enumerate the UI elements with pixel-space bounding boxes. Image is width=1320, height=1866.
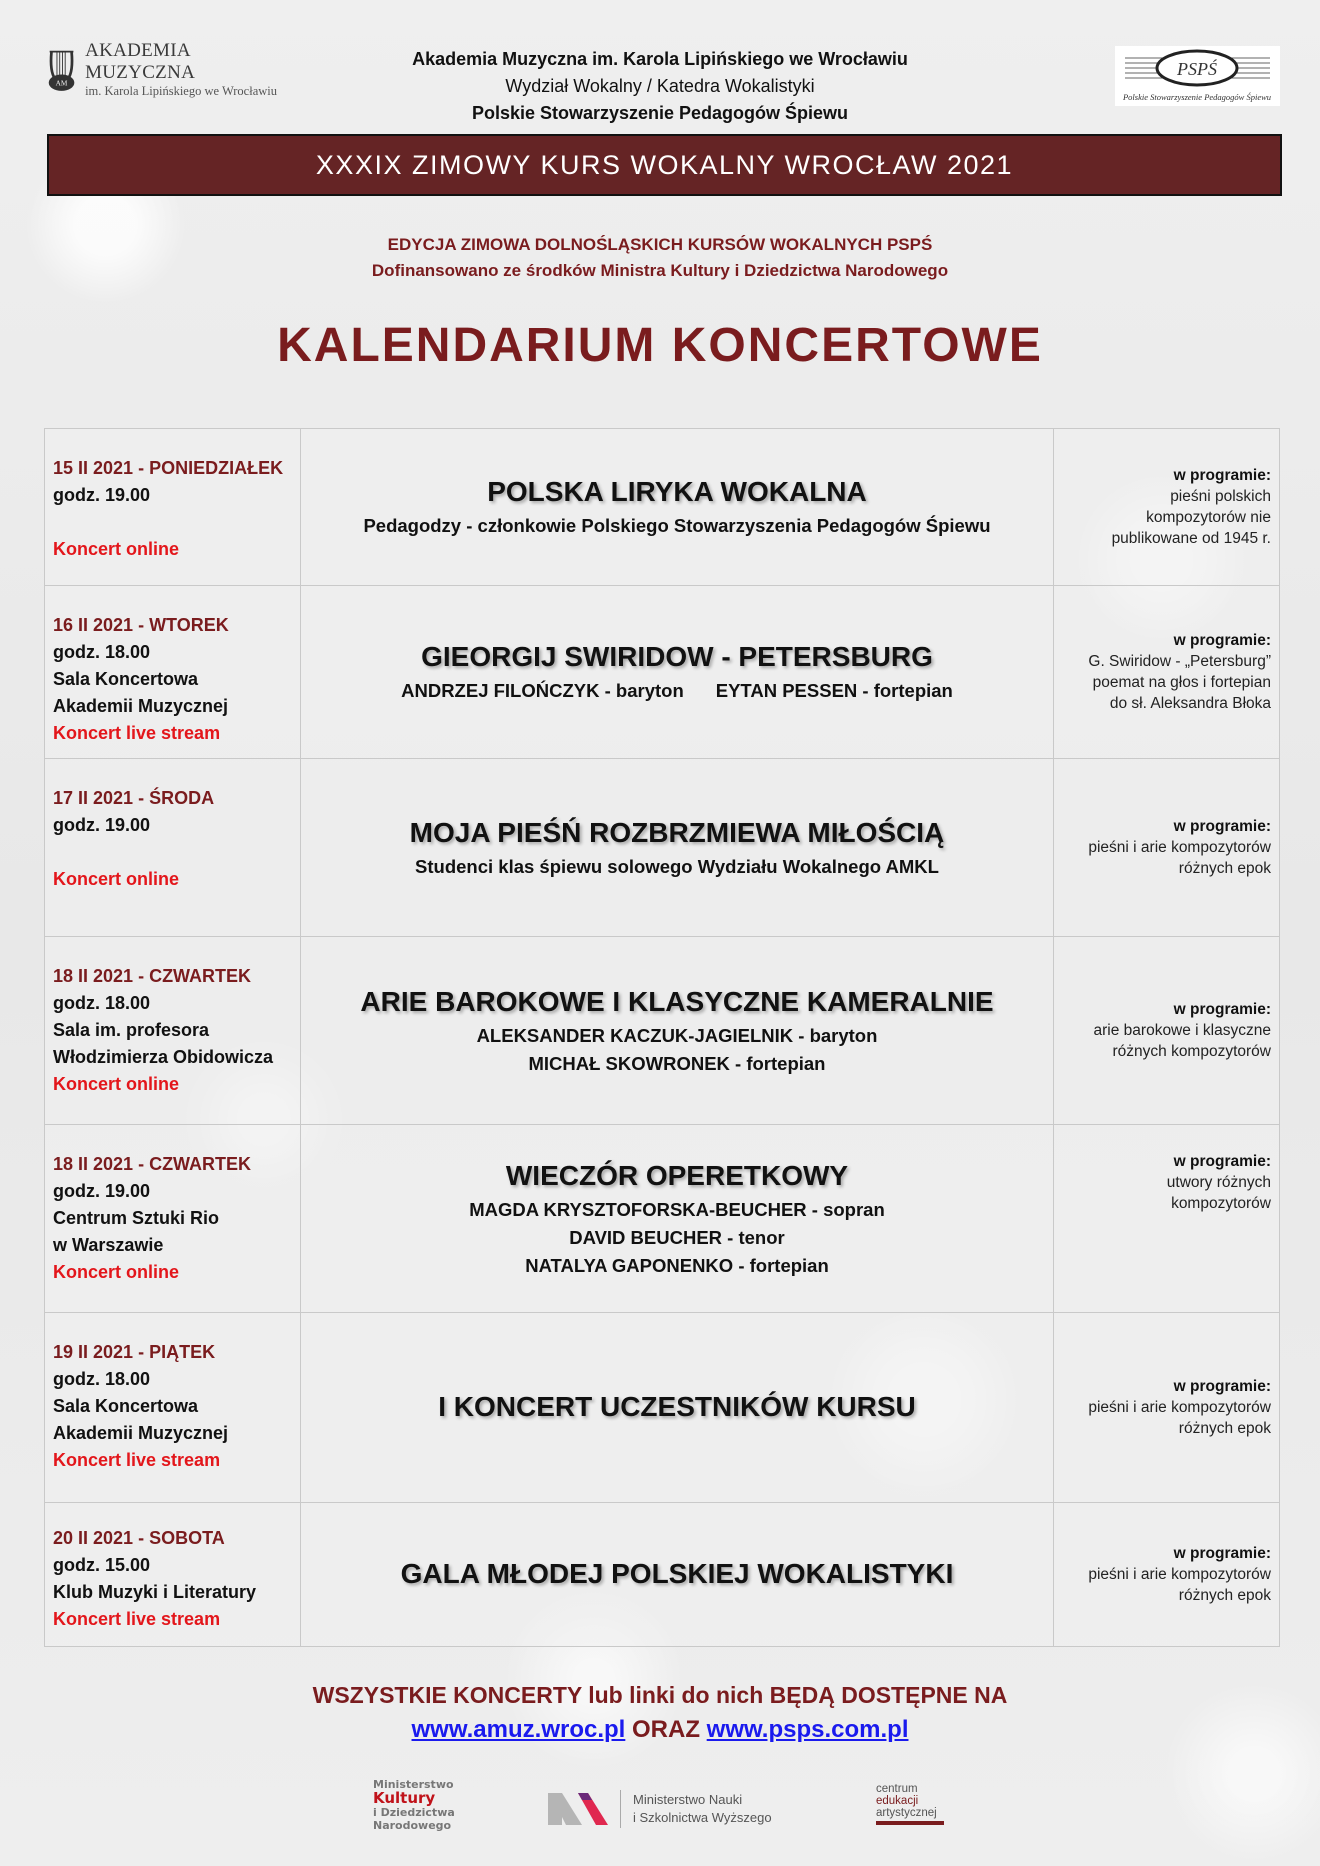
mnisw-line: Ministerstwo Nauki bbox=[633, 1792, 743, 1807]
event-title: WIECZÓR OPERETKOWY bbox=[505, 1159, 849, 1191]
event-date-cell bbox=[45, 1313, 301, 1503]
program-line: kompozytorów bbox=[1171, 1195, 1271, 1212]
logo-title: AKADEMIA MUZYCZNA bbox=[85, 39, 196, 83]
mkidn-line: Kultury bbox=[373, 1789, 436, 1807]
event-date: 18 II 2021 - CZWARTEK bbox=[53, 966, 252, 986]
table-row bbox=[45, 1125, 1280, 1313]
program-label: w programie: bbox=[1173, 467, 1271, 484]
event-date-cell bbox=[45, 429, 301, 586]
program-line: różnych epok bbox=[1178, 1420, 1271, 1437]
event-performer: ANDRZEJ FILOŃCZYK - baryton bbox=[401, 680, 684, 701]
event-performer: DAVID BEUCHER - tenor bbox=[569, 1226, 785, 1248]
akademia-muzyczna-logo bbox=[46, 39, 286, 98]
program-line: kompozytorów nie bbox=[1146, 509, 1271, 526]
table-row bbox=[45, 937, 1280, 1125]
event-program-cell bbox=[1054, 937, 1280, 1125]
event-time: godz. 18.00 bbox=[53, 1369, 151, 1389]
program-line: pieśni polskich bbox=[1170, 488, 1271, 505]
event-mode: Koncert online bbox=[53, 869, 180, 889]
event-main-cell bbox=[300, 1503, 1053, 1647]
event-title: GALA MŁODEJ POLSKIEJ WOKALISTYKI bbox=[400, 1557, 954, 1589]
association-name: Polskie Stowarzyszenie Pedagogów Śpiewu bbox=[471, 103, 849, 123]
event-mode: Koncert live stream bbox=[53, 1609, 221, 1629]
event-venue: Włodzimierza Obidowicza bbox=[53, 1047, 274, 1067]
cea-line: centrum bbox=[876, 1783, 918, 1795]
cea-line: artystycznej bbox=[876, 1807, 937, 1819]
event-date-cell bbox=[45, 759, 301, 937]
cea-logo bbox=[876, 1783, 944, 1825]
event-mode: Koncert online bbox=[53, 539, 180, 559]
event-mode: Koncert online bbox=[53, 1262, 180, 1282]
program-line: arie barokowe i klasyczne bbox=[1093, 1022, 1271, 1039]
svg-text:PSPŚ: PSPŚ bbox=[1177, 59, 1217, 79]
event-performer: ALEKSANDER KACZUK-JAGIELNIK - baryton bbox=[476, 1024, 878, 1046]
event-venue: Sala Koncertowa bbox=[53, 669, 199, 689]
program-label: w programie: bbox=[1173, 1001, 1271, 1018]
event-venue: w Warszawie bbox=[53, 1235, 164, 1255]
event-date-cell bbox=[45, 1125, 301, 1313]
program-line: publikowane od 1945 r. bbox=[1111, 530, 1271, 547]
svg-text:Polskie Stowarzyszenie Pedagog: Polskie Stowarzyszenie Pedagogów Śpiewu bbox=[1122, 92, 1272, 102]
event-date: 18 II 2021 - CZWARTEK bbox=[53, 1154, 252, 1174]
divider bbox=[620, 1790, 621, 1828]
event-performer: MICHAŁ SKOWRONEK - fortepian bbox=[528, 1052, 826, 1074]
event-main-cell bbox=[300, 1313, 1053, 1503]
event-venue: Akademii Muzycznej bbox=[53, 1423, 229, 1443]
event-main-cell bbox=[300, 429, 1053, 586]
psps-logo bbox=[1115, 46, 1280, 106]
mkidn-line: i Dziedzictwa bbox=[373, 1806, 455, 1819]
event-time: godz. 19.00 bbox=[53, 485, 151, 505]
mkidn-logo bbox=[373, 1778, 455, 1832]
program-line: pieśni i arie kompozytorów bbox=[1088, 1399, 1271, 1416]
psps-emblem-icon bbox=[1115, 46, 1280, 106]
amuz-link[interactable]: www.amuz.wroc.pl bbox=[411, 1716, 626, 1743]
event-program-cell bbox=[1054, 586, 1280, 759]
event-time: godz. 19.00 bbox=[53, 815, 151, 835]
table-row bbox=[45, 1503, 1280, 1647]
event-main-cell bbox=[300, 1125, 1053, 1313]
event-main-cell bbox=[300, 759, 1053, 937]
event-date-cell bbox=[45, 937, 301, 1125]
program-line: różnych epok bbox=[1178, 860, 1271, 877]
event-program-cell bbox=[1054, 429, 1280, 586]
program-label: w programie: bbox=[1173, 818, 1271, 835]
program-label: w programie: bbox=[1173, 1378, 1271, 1395]
edition-subtitle: EDYCJA ZIMOWA DOLNOŚLĄSKICH KURSÓW WOKALNYCH PSPŚ bbox=[387, 235, 933, 254]
event-main-cell bbox=[300, 586, 1053, 759]
program-label: w programie: bbox=[1173, 1545, 1271, 1562]
program-line: różnych epok bbox=[1178, 1587, 1271, 1604]
event-mode: Koncert live stream bbox=[53, 1450, 221, 1470]
availability-links bbox=[0, 1716, 1320, 1744]
event-performer: NATALYA GAPONENKO - fortepian bbox=[525, 1254, 829, 1276]
event-title: GIEORGIJ SWIRIDOW - PETERSBURG bbox=[421, 641, 933, 672]
event-program-cell bbox=[1054, 1503, 1280, 1647]
event-program-cell bbox=[1054, 759, 1280, 937]
event-time: godz. 18.00 bbox=[53, 993, 151, 1013]
event-title: POLSKA LIRYKA WOKALNA bbox=[487, 476, 867, 507]
event-mode: Koncert online bbox=[53, 1074, 180, 1094]
program-line: pieśni i arie kompozytorów bbox=[1088, 839, 1271, 856]
cea-line: edukacji bbox=[876, 1795, 919, 1807]
page-title: KALENDARIUM KONCERTOWE bbox=[277, 319, 1043, 372]
event-date: 16 II 2021 - WTOREK bbox=[53, 615, 229, 635]
event-title: ARIE BAROKOWE I KLASYCZNE KAMERALNIE bbox=[360, 985, 994, 1017]
event-venue: Sala Koncertowa bbox=[53, 1396, 199, 1416]
header-center bbox=[300, 46, 1020, 127]
event-date-cell bbox=[45, 586, 301, 759]
event-performer: EYTAN PESSEN - fortepian bbox=[715, 680, 953, 701]
psps-link[interactable]: www.psps.com.pl bbox=[706, 1716, 909, 1743]
table-row bbox=[45, 429, 1280, 586]
event-performer: MAGDA KRYSZTOFORSKA-BEUCHER - sopran bbox=[469, 1198, 885, 1220]
table-row bbox=[45, 1313, 1280, 1503]
table-row bbox=[45, 759, 1280, 937]
table-row bbox=[45, 586, 1280, 759]
event-program-cell bbox=[1054, 1125, 1280, 1313]
mnisw-emblem-icon bbox=[548, 1793, 608, 1825]
institution-name: Akademia Muzyczna im. Karola Lipińskiego we Wrocławiu bbox=[412, 49, 908, 69]
event-venue: Sala im. profesora bbox=[53, 1020, 210, 1040]
concert-schedule-table bbox=[44, 428, 1280, 1647]
event-date-cell bbox=[45, 1503, 301, 1647]
availability-notice: WSZYSTKIE KONCERTY lub linki do nich BĘDĄ DOSTĘPNE NA bbox=[312, 1682, 1008, 1708]
department-name: Wydział Wokalny / Katedra Wokalistyki bbox=[505, 76, 815, 96]
funding-subtitle: Dofinansowano ze środków Ministra Kultury i Dziedzictwa Narodowego bbox=[371, 261, 949, 280]
program-label: w programie: bbox=[1173, 1153, 1271, 1170]
program-line: poemat na głos i fortepian bbox=[1092, 674, 1271, 691]
course-banner: XXXIX ZIMOWY KURS WOKALNY WROCŁAW 2021 bbox=[47, 134, 1282, 196]
event-performers: Studenci klas śpiewu solowego Wydziału Wokalnego AMKL bbox=[415, 855, 939, 877]
program-line: G. Swiridow - „Petersburg” bbox=[1088, 653, 1271, 670]
logo-subtitle: im. Karola Lipińskiego we Wrocławiu bbox=[85, 83, 277, 98]
program-line: utwory różnych bbox=[1166, 1174, 1271, 1191]
event-mode: Koncert live stream bbox=[53, 723, 221, 743]
event-title: MOJA PIEŚŃ ROZBRZMIEWA MIŁOŚCIĄ bbox=[409, 816, 945, 848]
links-conjunction: ORAZ bbox=[632, 1716, 700, 1743]
event-venue: Centrum Sztuki Rio bbox=[53, 1208, 220, 1228]
event-time: godz. 18.00 bbox=[53, 642, 151, 662]
event-main-cell bbox=[300, 937, 1053, 1125]
mnisw-logo bbox=[548, 1790, 772, 1828]
program-line: różnych kompozytorów bbox=[1112, 1043, 1271, 1060]
cea-underline bbox=[876, 1821, 944, 1825]
mnisw-line: i Szkolnictwa Wyższego bbox=[633, 1810, 772, 1825]
event-venue: Klub Muzyki i Literatury bbox=[53, 1582, 257, 1602]
event-time: godz. 15.00 bbox=[53, 1555, 151, 1575]
event-date: 17 II 2021 - ŚRODA bbox=[53, 788, 215, 808]
lyre-icon bbox=[46, 44, 77, 94]
mkidn-line: Ministerstwo bbox=[373, 1778, 454, 1791]
event-performers: Pedagodzy - członkowie Polskiego Stowarzyszenia Pedagogów Śpiewu bbox=[363, 515, 991, 536]
event-venue: Akademii Muzycznej bbox=[53, 696, 229, 716]
event-date: 15 II 2021 - PONIEDZIAŁEK bbox=[53, 458, 284, 478]
event-title: I KONCERT UCZESTNIKÓW KURSU bbox=[438, 1390, 916, 1422]
svg-text:AM: AM bbox=[55, 78, 68, 88]
mkidn-line: Narodowego bbox=[373, 1819, 452, 1832]
program-line: pieśni i arie kompozytorów bbox=[1088, 1566, 1271, 1583]
event-program-cell bbox=[1054, 1313, 1280, 1503]
event-date: 20 II 2021 - SOBOTA bbox=[53, 1528, 225, 1548]
event-date: 19 II 2021 - PIĄTEK bbox=[53, 1342, 216, 1362]
program-label: w programie: bbox=[1173, 632, 1271, 649]
event-time: godz. 19.00 bbox=[53, 1181, 151, 1201]
program-line: do sł. Aleksandra Błoka bbox=[1109, 695, 1271, 712]
